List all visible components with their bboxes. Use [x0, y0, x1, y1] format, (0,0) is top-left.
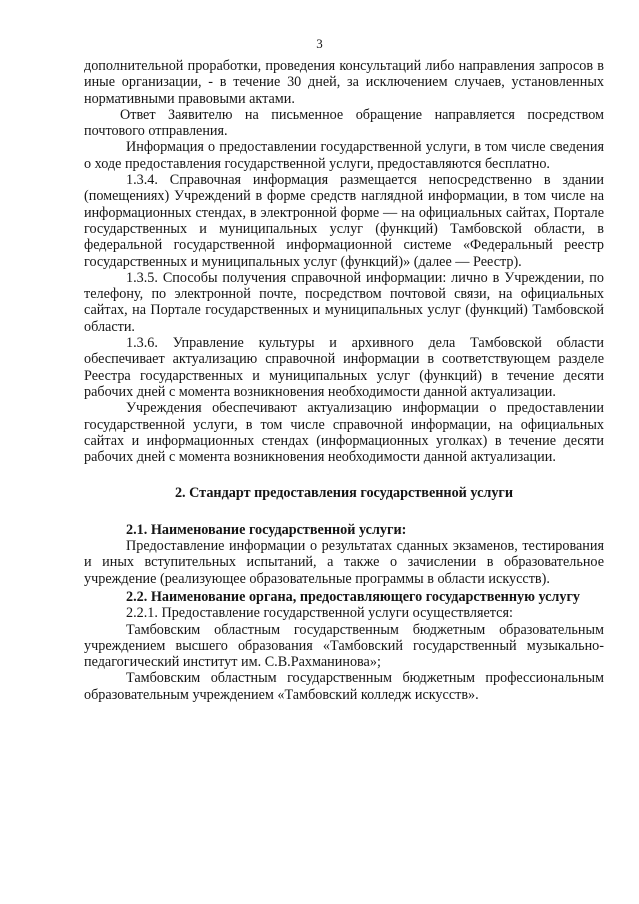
paragraph-2-2-1: 2.2.1. Предоставление государственной услуги осуществляется: [126, 605, 513, 622]
paragraph-college: Тамбовским областным государственным бюджетным профессиональным образовательным учреждением «Тамбовский колледж искусств». [84, 670, 604, 703]
paragraph-1-3-6: 1.3.6. Управление культуры и архивного дела Тамбовской области обеспечивает актуализацию справочной информации в соответствующем разделе Реестра государственных и муниципальных услуг (функций) в течение десяти рабочих дней с момента возникновения необходимости данной актуализации. [84, 335, 604, 400]
paragraph-1-3-5: 1.3.5. Способы получения справочной информации: лично в Учреждении, по телефону, по электронной почте, посредством почтовой связи, на официальных сайтах, на Портале государственных и муниципальных услуг (функций) Тамбовской области. [84, 269, 604, 335]
paragraph-response-mail: Ответ Заявителю на письменное обращение направляется посредством почтового отправления. [84, 106, 604, 140]
paragraph-continuation: дополнительной проработки, проведения консультаций либо направления запросов в иные организации, - в течение 30 дней, за исключением случаев, установленных нормативными правовыми актами. [84, 58, 604, 107]
section-heading-2: 2. Стандарт предоставления государственной услуги [174, 485, 514, 502]
paragraph-institutions-update: Учреждения обеспечивают актуализацию информации о предоставлении государственной услуги, в том числе справочной информации, на официальных сайтах и информационных стендах (информационных уголках) в течение десяти рабочих дней с момента возникновения необходимости данной актуализации. [84, 400, 604, 466]
paragraph-service-name: Предоставление информации о результатах сданных экзаменов, тестирования и иных вступительных испытаний, а также о зачислении в образовательное учреждение (реализующее образовательные программы в области искусств). [84, 538, 604, 587]
document-body [84, 58, 604, 703]
subheading-2-1: 2.1. Наименование государственной услуги: [126, 521, 407, 538]
subheading-2-2: 2.2. Наименование органа, предоставляющего государственную услугу [126, 588, 581, 605]
paragraph-info-free: Информация о предоставлении государственной услуги, в том числе сведения о ходе предоставления государственной услуги, предоставляются бесплатно. [84, 139, 604, 172]
page-number: 3 [316, 36, 323, 51]
paragraph-institute: Тамбовским областным государственным бюджетным образовательным учреждением высшего образования «Тамбовский государственный музыкально-педагогический институт им. С.В.Рахманинова»; [84, 621, 604, 671]
paragraph-1-3-4: 1.3.4. Справочная информация размещается непосредственно в здании (помещениях) Учреждений в форме средств наглядной информации, в том числе на информационных стендах, в электронной форме — на официальных сайтах, Портале государственных и муниципальных услуг (функций) Тамбовской области, в федеральной государственной информационной системе «Федеральный реестр государственных и муниципальных услуг (функций)» (далее — Реестр). [84, 172, 604, 270]
